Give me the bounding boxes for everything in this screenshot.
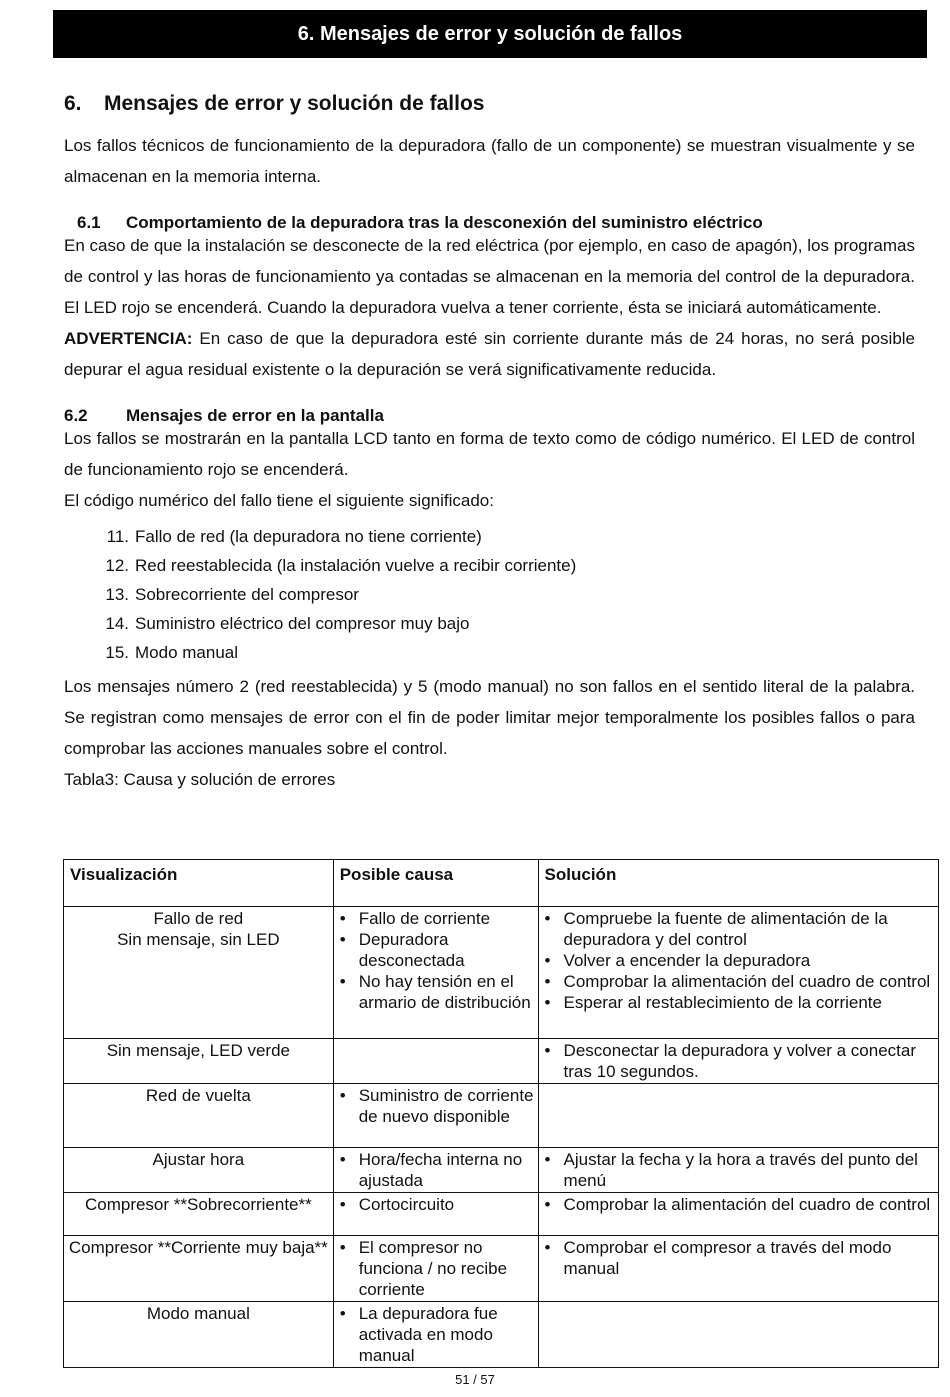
solution-item: • Desconectar la depuradora y volver a conectar tras 10 segundos. xyxy=(539,1040,938,1082)
display-line: Sin mensaje, LED verde xyxy=(106,1041,291,1060)
section-6-title: Mensajes de error y solución de fallos xyxy=(104,92,485,115)
banner-title: 6. Mensajes de error y solución de fallos xyxy=(297,22,683,45)
solution-item: • Comprobar la alimentación del cuadro de control xyxy=(539,1194,938,1215)
table-header-row xyxy=(64,860,939,907)
display-cell xyxy=(64,1039,334,1084)
cause-item: • No hay tensión en el armario de distribución xyxy=(334,971,538,1013)
table-caption: Tabla3: Causa y solución de errores xyxy=(64,770,336,789)
section-6-number: 6. xyxy=(64,92,82,115)
solution-cell xyxy=(538,1302,938,1368)
code-number: 13. xyxy=(105,585,129,604)
solution-item: • Comprobar la alimentación del cuadro de control xyxy=(539,971,938,992)
solution-item: • Comprobar el compresor a través del modo manual xyxy=(539,1237,938,1279)
cause-cell xyxy=(333,1148,538,1193)
cause-cell xyxy=(333,1236,538,1302)
solution-item: • Volver a encender la depuradora xyxy=(539,950,938,971)
list-item xyxy=(64,638,915,667)
solution-cell xyxy=(538,907,938,1039)
cause-cell xyxy=(333,1302,538,1368)
section-6-2-title: Mensajes de error en la pantalla xyxy=(126,406,384,425)
code-intro: El código numérico del fallo tiene el siguiente significado: xyxy=(64,491,494,510)
display-line: Modo manual xyxy=(146,1304,250,1323)
list-item xyxy=(64,580,915,609)
document-body xyxy=(64,92,915,795)
column-header-cause: Posible causa xyxy=(333,860,538,907)
display-cell xyxy=(64,1148,334,1193)
table-row xyxy=(64,1236,939,1302)
solution-item: • Esperar al restablecimiento de la corriente xyxy=(539,992,938,1013)
page-number: 51 / 57 xyxy=(455,1372,495,1387)
display-line: Fallo de red xyxy=(153,909,244,928)
display-cell xyxy=(64,1236,334,1302)
solution-cell xyxy=(538,1084,938,1148)
display-cell xyxy=(64,1302,334,1368)
table-row xyxy=(64,1039,939,1084)
code-number: 15. xyxy=(105,643,129,662)
error-code-list xyxy=(64,522,915,667)
section-6-2-paragraph: Los fallos se mostrarán en la pantalla LCD tanto en forma de texto como de código numérico. El LED de control de funcionamiento rojo se encenderá. xyxy=(64,429,915,479)
section-6-1-warning xyxy=(64,323,915,385)
code-text: Modo manual xyxy=(135,643,239,662)
column-header-display: Visualización xyxy=(64,860,334,907)
cause-item: • Hora/fecha interna no ajustada xyxy=(334,1149,538,1191)
section-6-1-number: 6.1 xyxy=(77,213,101,232)
display-line: Ajustar hora xyxy=(152,1150,245,1169)
column-header-solution: Solución xyxy=(538,860,938,907)
display-cell xyxy=(64,1193,334,1236)
table-row xyxy=(64,1148,939,1193)
code-number: 14. xyxy=(105,614,129,633)
list-item xyxy=(64,522,915,551)
section-6-heading xyxy=(64,92,915,116)
cause-cell xyxy=(333,1193,538,1236)
code-text: Suministro eléctrico del compresor muy bajo xyxy=(135,614,470,633)
solution-cell xyxy=(538,1236,938,1302)
solution-cell xyxy=(538,1148,938,1193)
list-item xyxy=(64,609,915,638)
code-number: 11. xyxy=(106,527,129,546)
warning-text: En caso de que la depuradora esté sin corriente durante más de 24 horas, no será posible depurar el agua residual existente o la depuración se verá significativamente reducida. xyxy=(64,329,915,379)
display-line: Compresor **Sobrecorriente** xyxy=(84,1195,312,1214)
cause-cell xyxy=(333,1084,538,1148)
solution-item: • Compruebe la fuente de alimentación de la depuradora y del control xyxy=(539,908,938,950)
cause-item: • Fallo de corriente xyxy=(334,908,538,929)
code-text: Sobrecorriente del compresor xyxy=(135,585,359,604)
section-6-1-paragraph: En caso de que la instalación se desconecte de la red eléctrica (por ejemplo, en caso de apagón), los programas de control y las horas de funcionamiento ya contadas se almacenan en la memoria del control de la depuradora. El LED rojo se encenderá. Cuando la depuradora vuelva a tener corriente, ésta se iniciará automáticamente. xyxy=(64,236,915,317)
page-header-banner xyxy=(53,10,927,58)
solution-item: • Ajustar la fecha y la hora a través del punto del menú xyxy=(539,1149,938,1191)
cause-item: • Cortocircuito xyxy=(334,1194,538,1215)
table-row xyxy=(64,1084,939,1148)
display-cell xyxy=(64,907,334,1039)
code-number: 12. xyxy=(105,556,129,575)
section-6-2-number: 6.2 xyxy=(64,406,88,425)
table-row xyxy=(64,1302,939,1368)
section-6-intro: Los fallos técnicos de funcionamiento de la depuradora (fallo de un componente) se muestran visualmente y se almacenan en la memoria interna. xyxy=(64,136,915,186)
section-6-1-title: Comportamiento de la depuradora tras la desconexión del suministro eléctrico xyxy=(126,213,763,232)
display-line: Sin mensaje, sin LED xyxy=(117,930,280,949)
cause-cell xyxy=(333,1039,538,1084)
solution-cell xyxy=(538,1039,938,1084)
cause-item: • Suministro de corriente de nuevo disponible xyxy=(334,1085,538,1127)
display-cell xyxy=(64,1084,334,1148)
table-row xyxy=(64,1193,939,1236)
error-table xyxy=(63,859,939,1368)
solution-cell xyxy=(538,1193,938,1236)
list-item xyxy=(64,551,915,580)
code-text: Red reestablecida (la instalación vuelve a recibir corriente) xyxy=(135,556,577,575)
cause-cell xyxy=(333,907,538,1039)
warning-label: ADVERTENCIA: xyxy=(64,329,193,348)
code-text: Fallo de red (la depuradora no tiene corriente) xyxy=(135,527,482,546)
cause-item: • La depuradora fue activada en modo manual xyxy=(334,1303,538,1366)
cause-item: • Depuradora desconectada xyxy=(334,929,538,971)
cause-item: • El compresor no funciona / no recibe corriente xyxy=(334,1237,538,1300)
display-line: Red de vuelta xyxy=(145,1086,251,1105)
table-row xyxy=(64,907,939,1039)
section-6-2-note: Los mensajes número 2 (red reestablecida) y 5 (modo manual) no son fallos en el sentido literal de la palabra. Se registran como mensajes de error con el fin de poder limitar mejor temporalmente los posibles fallos o para comprobar las acciones manuales sobre el control. xyxy=(64,677,915,758)
display-line: Compresor **Corriente muy baja** xyxy=(68,1238,328,1257)
